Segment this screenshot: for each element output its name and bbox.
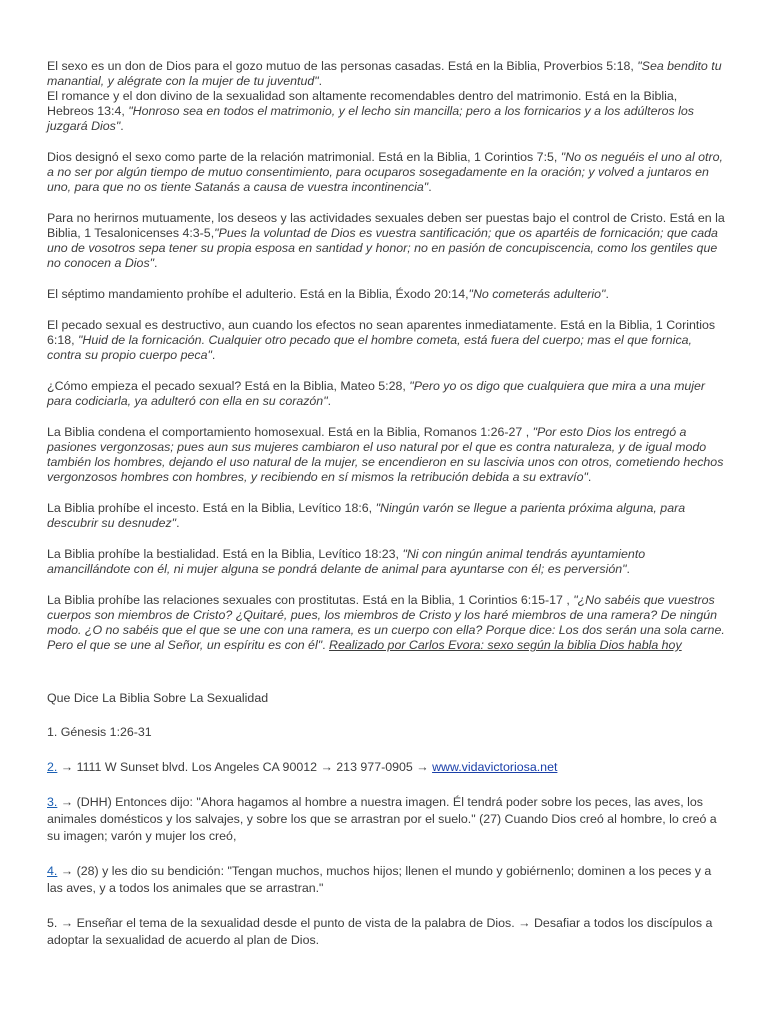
paragraph-hebreos bbox=[47, 89, 725, 134]
paragraph-mateo bbox=[47, 379, 725, 409]
paragraph-romanos bbox=[47, 425, 725, 485]
bible-quote: "Pero yo os digo que cualquiera que mira a una mujer para codiciarla, ya adulteró con ella en su corazón" bbox=[47, 379, 706, 408]
list-item-text: → 1111 W Sunset blvd. Los Angeles CA 90012 → 213 977-0905 → bbox=[57, 760, 433, 774]
paragraph-proverbios bbox=[47, 59, 725, 89]
paragraph-end: . bbox=[587, 470, 592, 484]
list-item-1: 1. Génesis 1:26-31 bbox=[47, 725, 152, 739]
paragraph-corintios-6-15 bbox=[47, 593, 725, 653]
document-body bbox=[47, 59, 725, 967]
section-title: Que Dice La Biblia Sobre La Sexualidad bbox=[47, 691, 269, 705]
bible-quote: "Por esto Dios los entregó a pasiones vergonzosas; pues aun sus mujeres cambiaron el uso natural por el que es contra naturaleza, y de igual modo también los hombres, dejando el uso natural de la mujer, se encendieron en su lascivia unos con otros, cometiendo hechos vergonzosos hombres con hombres, y recibiendo en sí mismos la retribución debida a su extravío" bbox=[47, 425, 724, 484]
list-item-text: → (DHH) Entonces dijo: "Ahora hagamos al hombre a nuestra imagen. Él tendrá poder sobre los peces, las aves, los animales domésticos y los salvajes, y sobre los que se arrastran por el suelo." (27) Cuando Dios creó al hombre, lo creó a su imagen; varón y mujer los creó, bbox=[47, 795, 717, 843]
paragraph-text: Dios designó el sexo como parte de la relación matrimonial. Está en la Biblia, 1 Corintios 7:5, bbox=[47, 150, 561, 164]
paragraph-end: . bbox=[176, 516, 180, 530]
paragraph-end: . bbox=[120, 119, 124, 133]
paragraph-end: . bbox=[428, 180, 432, 194]
paragraph-text: La Biblia prohíbe las relaciones sexuales con prostitutas. Está en la Biblia, 1 Corintios 6:15-17 , bbox=[47, 593, 574, 607]
paragraph-end: . bbox=[211, 348, 216, 362]
list-number-link-4[interactable]: 4. bbox=[47, 864, 58, 878]
list-item-5: 5. → Enseñar el tema de la sexualidad desde el punto de vista de la palabra de Dios. → Desafiar a todos los discípulos a adoptar la sexualidad de acuerdo al plan de Dios. bbox=[47, 916, 713, 947]
paragraph-text: ¿Cómo empieza el pecado sexual? Está en la Biblia, Mateo 5:28, bbox=[47, 379, 410, 393]
paragraph-text: La Biblia prohíbe el incesto. Está en la Biblia, Levítico 18:6, bbox=[47, 501, 376, 515]
bible-quote: "Sea bendito tu manantial, y alégrate con la mujer de tu juventud" bbox=[47, 59, 722, 88]
paragraph-end: . bbox=[322, 638, 329, 652]
list-item-text: → (28) y les dio su bendición: "Tengan muchos, muchos hijos; llenen el mundo y gobiérnenlo; dominen a los peces y a las aves, y a todos los animales que se arrastran." bbox=[47, 864, 712, 895]
bible-quote: "¿No sabéis que vuestros cuerpos son miembros de Cristo? ¿Quitaré, pues, los miembros de Cristo y los haré miembros de una ramera? De ningún modo. ¿O no sabéis que el que se une con una ramera, es un cuerpo con ella? Porque dice: Los dos serán una sola carne. Pero el que se une al Señor, un espíritu es con él" bbox=[47, 593, 725, 652]
paragraph-end: . bbox=[605, 287, 609, 301]
paragraph-levitico-18-6 bbox=[47, 501, 725, 531]
bible-quote: "No cometerás adulterio" bbox=[468, 287, 606, 301]
bible-quote: "Ningún varón se llegue a parienta próxima alguna, para descubrir su desnudez" bbox=[47, 501, 686, 530]
paragraph-text: El séptimo mandamiento prohíbe el adulterio. Está en la Biblia, Éxodo 20:14, bbox=[47, 287, 469, 301]
paragraph-end: . bbox=[318, 74, 323, 88]
list-number-link-2[interactable]: 2. bbox=[47, 760, 58, 774]
paragraph-levitico-18-23 bbox=[47, 547, 725, 577]
paragraph-exodo bbox=[47, 287, 725, 302]
paragraph-text: La Biblia prohíbe la bestialidad. Está en la Biblia, Levítico 18:23, bbox=[47, 547, 403, 561]
paragraph-corintios-7 bbox=[47, 150, 725, 195]
bible-summary-section bbox=[47, 691, 725, 949]
paragraph-text: Para no herirnos mutuamente, los deseos y las actividades sexuales deben ser puestas bajo el control de Cristo. Está en la Biblia, 1 Tesalonicenses 4:3-5, bbox=[47, 211, 725, 240]
paragraph-text: El romance y el don divino de la sexualidad son altamente recomendables dentro del matrimonio. Está en la Biblia, Hebreos 13:4, bbox=[47, 89, 678, 118]
bible-quote: "Ni con ningún animal tendrás ayuntamiento amancillándote con él, ni mujer alguna se pondrá delante de animal para ayuntarse con él; es perversión" bbox=[47, 547, 646, 576]
paragraph-end: . bbox=[154, 256, 158, 270]
list-item-3 bbox=[47, 794, 725, 845]
paragraph-end: . bbox=[626, 562, 630, 576]
bible-quote: "Honroso sea en todos el matrimonio, y el lecho sin mancilla; pero a los fornicarios y a los adúlteros los juzgará Dios" bbox=[47, 104, 694, 133]
paragraph-text: La Biblia condena el comportamiento homosexual. Está en la Biblia, Romanos 1:26-27 , bbox=[47, 425, 533, 439]
credit-link[interactable]: Realizado por Carlos Evora: sexo según la biblia Dios habla hoy bbox=[329, 638, 682, 652]
bible-quote: "Huid de la fornicación. Cualquier otro pecado que el hombre cometa, está fuera del cuerpo; mas el que fornica, contra su propio cuerpo peca" bbox=[47, 333, 692, 362]
paragraph-text: El sexo es un don de Dios para el gozo mutuo de las personas casadas. Está en la Biblia, Proverbios 5:18, bbox=[47, 59, 638, 73]
paragraph-tesalonicenses bbox=[47, 211, 725, 271]
paragraph-end: . bbox=[327, 394, 332, 408]
paragraph-corintios-6-18 bbox=[47, 318, 725, 363]
list-item-4 bbox=[47, 863, 725, 897]
paragraph-text: El pecado sexual es destructivo, aun cuando los efectos no sean aparentes inmediatamente. Está en la Biblia, 1 Corintios 6:18, bbox=[47, 318, 716, 347]
list-item-2 bbox=[47, 759, 725, 776]
bible-quote: "No os neguéis el uno al otro, a no ser por algún tiempo de mutuo consentimiento, para ocuparos sosegadamente en la oración; y volved a juntaros en uno, para que no os tiente Satanás a causa de vuestra incontinencia" bbox=[47, 150, 723, 194]
bible-quote: "Pues la voluntad de Dios es vuestra santificación; que os apartéis de fornicación; que cada uno de vosotros sepa tener su propia esposa en santidad y honor; no en pasión de concupiscencia, como los gentiles que no conocen a Dios" bbox=[47, 226, 718, 270]
list-number-link-3[interactable]: 3. bbox=[47, 795, 58, 809]
website-link[interactable]: www.vidavictoriosa.net bbox=[432, 760, 558, 774]
